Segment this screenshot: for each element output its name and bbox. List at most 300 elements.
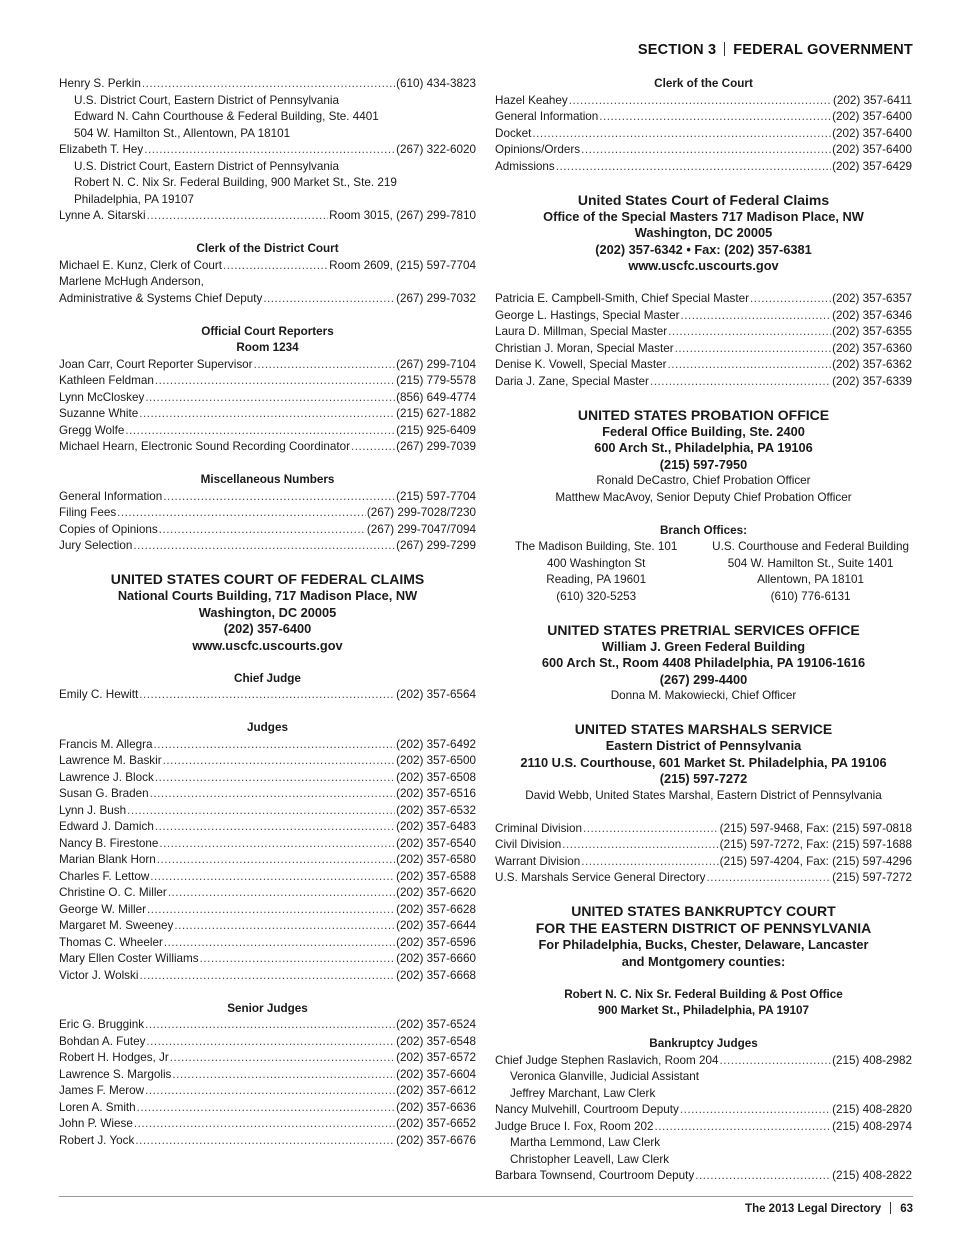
directory-entry: [59, 836, 476, 853]
entry-value: (202) 357-6508: [396, 770, 476, 784]
entry-detail: Robert N. C. Nix Sr. Federal Building, 900 Market St., Ste. 219: [74, 176, 397, 189]
judges: [59, 720, 476, 984]
bankruptcy-counties-2: and Montgomery counties:: [621, 953, 786, 969]
branch-offices: [495, 539, 912, 605]
entry-value: Room 3015, (267) 299-7810: [329, 209, 476, 222]
entry-detail: Martha Lemmond, Law Clerk: [510, 1136, 661, 1149]
entry-value: (202) 357-6360: [832, 341, 912, 355]
entry-name: Nancy B. Firestone: [59, 836, 159, 850]
entry-name: Judge Bruce I. Fox, Room 202: [495, 1119, 654, 1133]
probation-heading: [495, 407, 912, 474]
directory-entry: [59, 390, 476, 407]
entry-name: Daria J. Zane, Special Master: [495, 374, 649, 388]
leader-dots: [599, 109, 831, 126]
entry-value: (202) 357-6652: [396, 1117, 476, 1130]
directory-entry: [495, 93, 912, 110]
entry-name: Robert J. Yock: [59, 1133, 135, 1147]
chief-judge-title: Chief Judge: [234, 671, 301, 685]
directory-entry: [59, 1050, 476, 1067]
bankruptcy-building: Robert N. C. Nix Sr. Federal Building & Post Office: [564, 987, 843, 1001]
entry-value: (215) 627-1882: [396, 407, 476, 420]
entry-name: Margaret M. Sweeney: [59, 919, 174, 932]
pretrial-title: UNITED STATES PRETRIAL SERVICES OFFICE: [547, 621, 860, 638]
directory-entry: [59, 1034, 476, 1051]
entry-value: (215) 597-7272, Fax: (215) 597-1688: [719, 838, 912, 851]
entry-detail: Edward N. Cahn Courthouse & Federal Building, Ste. 4401: [74, 110, 379, 123]
directory-entry: [59, 208, 476, 225]
entry-name: U.S. Marshals Service General Directory: [495, 871, 706, 884]
entry-name: Victor J. Wolski: [59, 968, 139, 982]
leader-dots: [154, 737, 396, 754]
cfc-phone: (202) 357-6400: [223, 621, 312, 636]
entry-value: (856) 649-4774: [396, 390, 476, 404]
directory-entry: [59, 1100, 476, 1117]
entry-name: Robert H. Hodges, Jr: [59, 1051, 169, 1064]
entry-name: Lawrence J. Block: [59, 770, 154, 784]
leader-dots: [155, 373, 395, 390]
entry-name: Lynn McCloskey: [59, 390, 145, 404]
clerk-of-court: [495, 76, 912, 175]
entry-name: Loren A. Smith: [59, 1100, 136, 1114]
leader-dots: [135, 1133, 395, 1150]
directory-entry: [495, 1053, 912, 1070]
entry-name: Lynne A. Sitarski: [59, 209, 146, 222]
probation-address: 600 Arch St., Philadelphia, PA 19106: [594, 440, 813, 455]
reporters-room: Room 1234: [236, 341, 299, 354]
directory-entry: [495, 1102, 912, 1119]
leader-dots: [159, 836, 395, 853]
entry-value: (215) 779-5578: [396, 374, 476, 387]
leader-dots: [144, 142, 395, 159]
entry-name: Docket: [495, 126, 532, 140]
directory-entry: [59, 852, 476, 869]
leader-dots: [200, 951, 395, 968]
leader-dots: [147, 208, 329, 225]
page-number: 63: [900, 1203, 913, 1215]
entry-value: (202) 357-6668: [396, 968, 476, 982]
entry-value: (202) 357-6596: [396, 935, 476, 949]
branch-allentown: U.S. Courthouse and Federal Building 504 W. Hamilton St., Suite 1401 Allentown, PA 18101 (610) 776-6131: [712, 540, 909, 603]
leader-dots: [139, 406, 395, 423]
directory-entry: [495, 837, 912, 854]
entry-value: (202) 357-6660: [396, 952, 476, 965]
entry-name: Henry S. Perkin: [59, 77, 141, 90]
entry-name: Charles F. Lettow: [59, 869, 150, 883]
entry-value: (215) 597-4204, Fax: (215) 597-4296: [719, 854, 912, 868]
leader-dots: [139, 687, 395, 704]
entry-detail: Christopher Leavell, Law Clerk: [510, 1152, 670, 1166]
entry-value: (267) 299-7104: [396, 357, 476, 371]
entry-value: (215) 408-2822: [832, 1169, 912, 1182]
entry-value: (267) 299-7028/7230: [366, 506, 476, 519]
court-reporters: [59, 324, 476, 456]
entry-name: Christine O. C. Miller: [59, 886, 167, 899]
directory-entry: [59, 1116, 476, 1133]
directory-entry: [59, 687, 476, 704]
directory-entry: [59, 968, 476, 985]
entry-name: Bohdan A. Futey: [59, 1034, 146, 1048]
entry-name: Laura D. Millman, Special Master: [495, 325, 668, 338]
leader-dots: [170, 1050, 395, 1067]
leader-dots: [569, 93, 832, 110]
leader-dots: [680, 1102, 831, 1119]
directory-entry: [495, 324, 912, 341]
entry-value: (267) 299-7299: [396, 539, 476, 552]
entry-name: George W. Miller: [59, 902, 147, 916]
entry-name: Nancy Mulvehill, Courtroom Deputy: [495, 1103, 679, 1116]
entry-detail: Veronica Glanville, Judicial Assistant: [510, 1070, 700, 1083]
entry-value: (610) 434-3823: [396, 77, 476, 90]
leader-dots: [720, 1053, 832, 1070]
directory-entry: [59, 885, 476, 902]
leader-dots: [168, 885, 395, 902]
entry-name: Edward J. Damich: [59, 820, 154, 833]
entry-name: General Information: [59, 489, 163, 503]
directory-entry: [59, 1083, 476, 1100]
leader-dots: [351, 439, 395, 456]
pretrial-phone: (267) 299-4400: [659, 671, 748, 687]
leader-dots: [157, 852, 395, 869]
branch-offices-title: Branch Offices:: [659, 523, 748, 537]
directory-entry: [59, 737, 476, 754]
entry-value: (267) 299-7047/7094: [366, 522, 476, 536]
directory-text: Marlene McHugh Anderson,: [59, 275, 204, 288]
directory-entry: [59, 1017, 476, 1034]
probation-title: UNITED STATES PROBATION OFFICE: [577, 406, 830, 423]
leader-dots: [706, 870, 831, 887]
directory-entry: [59, 803, 476, 820]
marshals-district: Eastern District of Pennsylvania: [605, 738, 802, 753]
entry-value: (202) 357-6339: [832, 374, 912, 388]
entry-value: (202) 357-6429: [832, 159, 912, 173]
bankruptcy-judges-title: Bankruptcy Judges: [649, 1037, 758, 1050]
cfc-title: UNITED STATES COURT OF FEDERAL CLAIMS: [110, 571, 425, 587]
entry-value: (202) 357-6357: [832, 292, 912, 305]
directory-entry: [495, 159, 912, 176]
leader-dots: [163, 753, 395, 770]
directory-entry: [495, 821, 912, 838]
bankruptcy-address: 900 Market St., Philadelphia, PA 19107: [597, 1004, 810, 1017]
leader-dots: [133, 538, 395, 555]
directory-entry: [495, 854, 912, 871]
entry-detail: 504 W. Hamilton St., Allentown, PA 18101: [74, 126, 291, 140]
leader-dots: [142, 76, 395, 93]
entry-value: (267) 299-7039: [396, 440, 476, 453]
entry-detail: Jeffrey Marchant, Law Clerk: [510, 1086, 656, 1100]
directory-entry: [495, 1119, 912, 1136]
page-footer: [745, 1202, 913, 1215]
entry-value: (267) 322-6020: [396, 143, 476, 156]
entry-detail: Philadelphia, PA 19107: [74, 192, 195, 206]
entry-value: (215) 597-9468, Fax: (215) 597-0818: [719, 821, 912, 835]
directory-entry: [59, 373, 476, 390]
directory-entry: [59, 439, 476, 456]
entry-name: Mary Ellen Coster Williams: [59, 952, 199, 965]
entry-value: (215) 408-2974: [832, 1119, 912, 1133]
leader-dots: [155, 770, 395, 787]
marshals-list: [495, 821, 912, 887]
entry-value: (202) 357-6362: [832, 358, 912, 371]
section-number: SECTION 3: [637, 42, 717, 58]
entry-name: Criminal Division: [495, 821, 583, 835]
entry-name: Chief Judge Stephen Raslavich, Room 204: [495, 1053, 719, 1067]
leader-dots: [650, 374, 831, 391]
entry-name: Eric G. Bruggink: [59, 1018, 145, 1031]
directory-entry: [495, 341, 912, 358]
leader-dots: [147, 902, 395, 919]
leader-dots: [134, 1116, 395, 1133]
special-masters-heading: [495, 192, 912, 275]
entry-value: (202) 357-6572: [396, 1051, 476, 1064]
entry-name: Lawrence M. Baskir: [59, 754, 162, 767]
directory-entry: Michael E. Kunz, Clerk of Court ..... Room 2609, (215) 597-7704: [59, 258, 476, 275]
cfc-city: Washington, DC 20005: [198, 604, 337, 620]
directory-entry: [59, 869, 476, 886]
entry-name: Patricia E. Campbell-Smith, Chief Special Master: [495, 292, 749, 305]
bankruptcy-counties: For Philadelphia, Bucks, Chester, Delaware, Lancaster: [538, 937, 869, 952]
marshals-address: 2110 U.S. Courthouse, 601 Market St. Philadelphia, PA 19106: [520, 754, 887, 770]
entry-name: Michael Hearn, Electronic Sound Recording Coordinator: [59, 440, 351, 453]
probation-chief: Ronald DeCastro, Chief Probation Officer: [596, 474, 811, 487]
leader-dots: [125, 423, 395, 440]
directory-entry: [59, 819, 476, 836]
leader-dots: [137, 1100, 395, 1117]
directory-entry: [59, 142, 476, 159]
special-masters-city: Washington, DC 20005: [634, 225, 773, 240]
leader-dots: [163, 489, 395, 506]
bankruptcy-title: UNITED STATES BANKRUPTCY COURT: [571, 903, 836, 919]
directory-entry: [59, 935, 476, 952]
cfc-website: www.uscfc.uscourts.gov: [192, 637, 343, 653]
leader-dots: [139, 968, 395, 985]
footer-rule: [59, 1196, 913, 1197]
section-header: [638, 42, 913, 58]
entry-value: (202) 357-6612: [396, 1084, 476, 1097]
leader-dots: [681, 308, 832, 325]
leader-dots: [668, 324, 831, 341]
leader-dots: [150, 869, 395, 886]
directory-entry: [59, 522, 476, 539]
marshals-title: UNITED STATES MARSHALS SERVICE: [574, 721, 833, 737]
leader-dots: [695, 1168, 831, 1185]
pretrial-heading: [495, 622, 912, 689]
entry-value: (202) 357-6400: [832, 110, 912, 123]
directory-entry: [59, 357, 476, 374]
directory-entry: [59, 406, 476, 423]
leader-dots: [159, 522, 366, 539]
leader-dots: [174, 918, 395, 935]
publication-name: The 2013 Legal Directory: [745, 1203, 882, 1215]
entry-detail: U.S. District Court, Eastern District of Pennsylvania: [74, 159, 340, 173]
directory-entry: [59, 786, 476, 803]
marshals-heading: [495, 721, 912, 788]
leader-dots: [164, 935, 395, 952]
clerk-district-title: Clerk of the District Court: [196, 242, 339, 255]
directory-entry: [59, 918, 476, 935]
header-divider: [724, 42, 725, 56]
chief-judge: [59, 671, 476, 704]
directory-entry: [495, 870, 912, 887]
directory-entry: [495, 109, 912, 126]
probation-phone: (215) 597-7950: [659, 456, 748, 472]
entry-value: (202) 357-6492: [396, 737, 476, 751]
probation-building: Federal Office Building, Ste. 2400: [602, 423, 805, 439]
leader-dots: [145, 1017, 395, 1034]
entry-name: Kathleen Feldman: [59, 374, 154, 387]
entry-name: Opinions/Orders: [495, 143, 581, 156]
entry-value: (202) 357-6400: [832, 126, 912, 140]
special-masters-office: Office of the Special Masters 717 Madison Place, NW: [543, 208, 864, 224]
leader-dots: [127, 803, 395, 820]
entry-name: Susan G. Braden: [59, 787, 149, 800]
entry-detail: U.S. District Court, Eastern District of Pennsylvania: [74, 93, 340, 107]
leader-dots: [172, 1067, 395, 1084]
directory-entry: [59, 753, 476, 770]
entry-value: (202) 357-6580: [396, 853, 476, 866]
directory-entry: [495, 142, 912, 159]
entry-value: (202) 357-6636: [396, 1100, 476, 1114]
leader-dots: [562, 837, 718, 854]
directory-entry: [59, 423, 476, 440]
pretrial-address: 600 Arch St., Room 4408 Philadelphia, PA 19106-1616: [541, 655, 866, 670]
directory-entry: [59, 538, 476, 555]
entry-value: (202) 357-6604: [396, 1067, 476, 1081]
directory-entry: [495, 1168, 912, 1185]
directory-entry: [495, 308, 912, 325]
entry-value: (202) 357-6346: [832, 308, 912, 322]
entry-value: (202) 357-6620: [396, 886, 476, 899]
leader-dots: [146, 1034, 395, 1051]
entry-value: (202) 357-6524: [396, 1018, 476, 1031]
entry-name: Thomas C. Wheeler: [59, 935, 163, 949]
leader-dots: [145, 1083, 395, 1100]
leader-dots: [532, 126, 831, 143]
judges-title: Judges: [247, 721, 288, 734]
marshals-phone: (215) 597-7272: [659, 771, 748, 786]
entry-value: (215) 408-2982: [832, 1053, 912, 1067]
entry-name: Elizabeth T. Hey: [59, 143, 144, 156]
entry-value: (215) 925-6409: [396, 423, 476, 437]
probation-deputy: Matthew MacAvoy, Senior Deputy Chief Probation Officer: [555, 490, 852, 504]
entry-value: (202) 357-6483: [396, 820, 476, 833]
directory-entry: [59, 770, 476, 787]
leader-dots: [155, 819, 395, 836]
entry-name: Filing Fees: [59, 506, 117, 519]
edpa-judges: [59, 76, 476, 225]
bankruptcy-heading: [495, 903, 912, 970]
special-masters-website: www.uscfc.uscourts.gov: [628, 258, 779, 273]
entry-name: Civil Division: [495, 838, 562, 851]
entry-name: Hazel Keahey: [495, 93, 568, 107]
left-column: [59, 76, 476, 1149]
entry-name: Christian J. Moran, Special Master: [495, 341, 674, 355]
right-column: [495, 76, 912, 1185]
senior-judges: [59, 1001, 476, 1150]
entry-value: (202) 357-6548: [396, 1034, 476, 1048]
directory-entry: [59, 1133, 476, 1150]
entry-name: John P. Wiese: [59, 1117, 133, 1130]
entry-value: (215) 597-7272: [832, 871, 912, 884]
reporters-title: Official Court Reporters: [201, 324, 334, 338]
entry-value: (202) 357-6400: [832, 143, 912, 156]
entry-value: (202) 357-6628: [396, 902, 476, 916]
entry-name: Denise K. Vowell, Special Master: [495, 358, 667, 371]
leader-dots: [145, 390, 395, 407]
directory-entry: [495, 374, 912, 391]
cfc-address: National Courts Building, 717 Madison Place, NW: [117, 588, 418, 603]
footer-divider: [890, 1202, 891, 1214]
entry-value: (215) 408-2820: [832, 1103, 912, 1116]
directory-entry: [59, 1067, 476, 1084]
entry-name: Francis M. Allegra: [59, 737, 153, 751]
misc-title: Miscellaneous Numbers: [200, 473, 335, 486]
entry-value: (202) 357-6532: [396, 803, 476, 817]
directory-entry: [59, 489, 476, 506]
entry-value: (202) 357-6676: [396, 1133, 476, 1147]
leader-dots: [675, 341, 831, 358]
bankruptcy-title-district: FOR THE EASTERN DISTRICT OF PENNSYLVANIA: [535, 920, 872, 936]
leader-dots: [117, 505, 366, 522]
leader-dots: [556, 159, 831, 176]
clerk-district-court: [59, 241, 476, 307]
entry-name: Lynn J. Bush: [59, 803, 127, 817]
leader-dots: [750, 291, 831, 308]
entry-name: Copies of Opinions: [59, 522, 158, 536]
entry-name: Lawrence S. Margolis: [59, 1067, 172, 1081]
marshals-chief: David Webb, United States Marshal, Eastern District of Pennsylvania: [525, 788, 882, 802]
entry-name: Suzanne White: [59, 407, 139, 420]
leader-dots: [583, 821, 719, 838]
directory-entry: Administrative & Systems Chief Deputy ..... (267) 299-7032: [59, 291, 476, 308]
entry-value: (202) 357-6540: [396, 836, 476, 850]
entry-value: (202) 357-6564: [396, 688, 476, 701]
leader-dots: [668, 357, 832, 374]
leader-dots: [581, 854, 718, 871]
entry-value: (202) 357-6355: [832, 325, 912, 338]
misc-numbers: [59, 472, 476, 555]
directory-entry: [495, 357, 912, 374]
special-masters-phone: (202) 357-6342 • Fax: (202) 357-6381: [595, 241, 812, 257]
pretrial-building: William J. Green Federal Building: [601, 638, 806, 654]
section-title: FEDERAL GOVERNMENT: [733, 42, 913, 58]
branch-reading: The Madison Building, Ste. 101 400 Washington St Reading, PA 19601 (610) 320-5253: [515, 540, 678, 603]
clerk-court-title: Clerk of the Court: [654, 77, 753, 90]
entry-name: Joan Carr, Court Reporter Supervisor: [59, 357, 253, 371]
directory-entry: [59, 951, 476, 968]
entry-name: James F. Merow: [59, 1084, 145, 1097]
cfc-heading: [59, 571, 476, 654]
entry-name: Marian Blank Horn: [59, 853, 156, 866]
special-masters-list: [495, 291, 912, 390]
directory-entry: [59, 505, 476, 522]
entry-value: (202) 357-6588: [396, 869, 476, 883]
leader-dots: [254, 357, 395, 374]
entry-name: Barbara Townsend, Courtroom Deputy: [495, 1169, 695, 1182]
entry-value: (202) 357-6411: [832, 93, 912, 107]
entry-name: Gregg Wolfe: [59, 423, 125, 437]
directory-entry: [59, 76, 476, 93]
leader-dots: [150, 786, 395, 803]
entry-name: George L. Hastings, Special Master: [495, 308, 680, 322]
entry-name: Emily C. Hewitt: [59, 688, 139, 701]
leader-dots: [581, 142, 831, 159]
entry-value: (202) 357-6516: [396, 787, 476, 800]
senior-judges-title: Senior Judges: [227, 1001, 308, 1015]
entry-value: (215) 597-7704: [396, 489, 476, 503]
pretrial-chief: Donna M. Makowiecki, Chief Officer: [610, 689, 797, 702]
special-masters-title: United States Court of Federal Claims: [577, 191, 830, 208]
directory-entry: [495, 126, 912, 143]
